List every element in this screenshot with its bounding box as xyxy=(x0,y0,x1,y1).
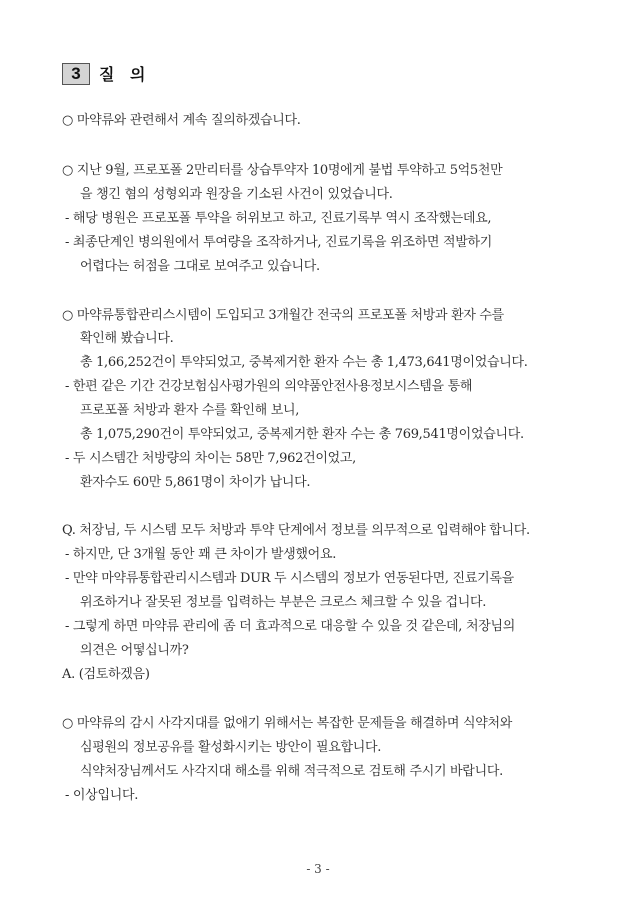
text-line: - 하지만, 단 3개월 동안 꽤 큰 차이가 발생했어요. xyxy=(65,547,337,562)
section-number-box: 3 xyxy=(62,63,90,85)
section-heading xyxy=(62,62,150,85)
text-line: 식약처장님께서도 사각지대 해소를 위해 적극적으로 검토해 주시기 바랍니다. xyxy=(80,764,503,779)
text-line: 프로포폴 처방과 환자 수를 확인해 보니, xyxy=(80,403,300,418)
text-line: ○ 지난 9월, 프로포폴 2만리터를 상습투약자 10명에게 불법 투약하고 5억5천만 xyxy=(62,163,503,178)
text-line: - 두 시스템간 처방량의 차이는 58만 7,962건이었고, xyxy=(65,451,356,466)
text-line: - 최종단계인 병의원에서 투여량을 조작하거나, 진료기록을 위조하면 적발하기 xyxy=(65,235,493,250)
text-line: 위조하거나 잘못된 정보를 입력하는 부분은 크로스 체크할 수 있을 겁니다. xyxy=(80,595,487,610)
text-line: 환자수도 60만 5,861명이 차이가 납니다. xyxy=(80,475,311,490)
text-line: 의견은 어떻십니까? xyxy=(80,643,189,658)
text-line: 심평원의 정보공유를 활성화시키는 방안이 필요합니다. xyxy=(80,740,382,755)
text-line: - 만약 마약류통합관리시스템과 DUR 두 시스템의 정보가 연동된다면, 진료기록을 xyxy=(65,571,514,586)
text-line: 확인해 봤습니다. xyxy=(80,331,174,346)
text-line: ○ 마약류통합관리스시템이 도입되고 3개월간 전국의 프로포폴 처방과 환자 수를 xyxy=(62,308,504,323)
text-line: - 이상입니다. xyxy=(65,788,139,803)
text-line: 총 1,075,290건이 투약되었고, 중복제거한 환자 수는 총 769,541명이었습니다. xyxy=(80,427,524,442)
text-line: - 해당 병원은 프로포폴 투약을 허위보고 하고, 진료기록부 역시 조작했는데요, xyxy=(65,211,492,226)
text-line: A. (검토하겠음) xyxy=(62,667,150,682)
text-line: - 한편 같은 기간 건강보험심사평가원의 의약품안전사용정보시스템을 통해 xyxy=(65,379,473,394)
text-line: 어렵다는 허점을 그대로 보여주고 있습니다. xyxy=(80,259,320,274)
text-line: - 그렇게 하면 마약류 관리에 좀 더 효과적으로 대응할 수 있을 것 같은데, 처장님의 xyxy=(65,619,516,634)
text-line: ○ 마약류의 감시 사각지대를 없애기 위해서는 복잡한 문제들을 해결하며 식약처와 xyxy=(62,716,513,731)
text-line: ○ 마약류와 관련해서 계속 질의하겠습니다. xyxy=(62,113,301,128)
text-line: Q. 처장님, 두 시스템 모두 처방과 투약 단계에서 정보를 의무적으로 입력해야 합니다. xyxy=(62,523,530,538)
page-number: - 3 - xyxy=(306,862,330,876)
text-line: 을 챙긴 혐의 성형외과 원장을 기소된 사건이 있었습니다. xyxy=(80,187,393,202)
section-title: 질 의 xyxy=(99,65,151,84)
text-line: 총 1,66,252건이 투약되었고, 중복제거한 환자 수는 총 1,473,641명이었습니다. xyxy=(80,355,528,370)
